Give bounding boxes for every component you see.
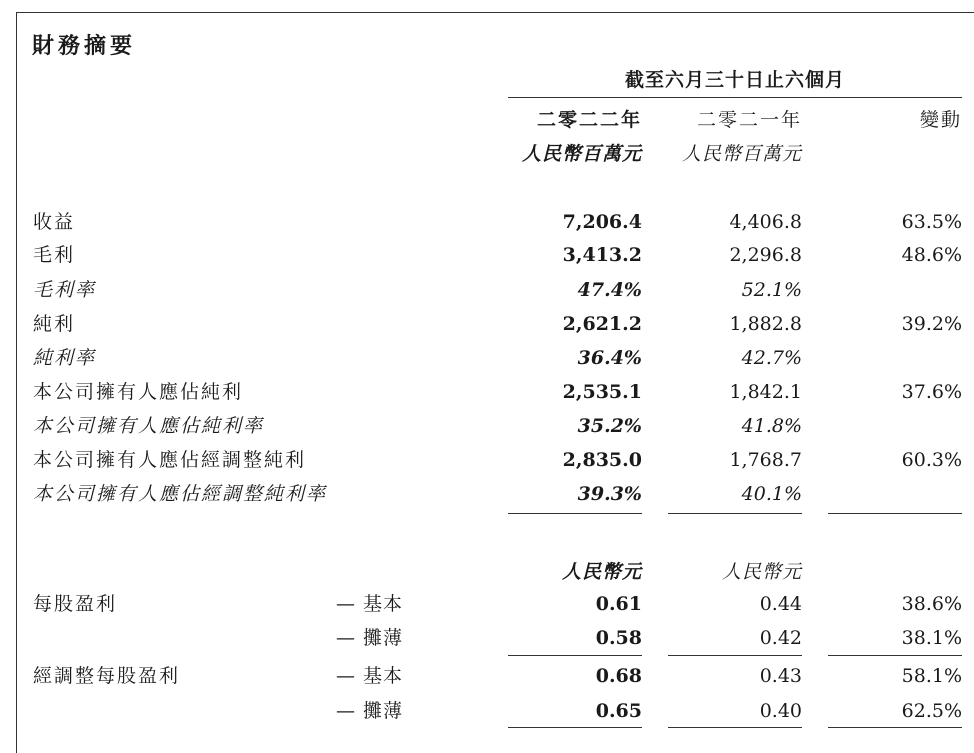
eps-value-change: 38.6% [901,593,962,615]
col-header-2022: 二零二二年 [536,109,642,131]
col-unit-2022: 人民幣百萬元 [521,143,642,165]
eps-rule-2022-b [508,727,642,728]
eps-label: 經調整每股盈利 [33,665,181,687]
period-header: 截至六月三十日止六個月 [624,69,845,91]
eps-rule-2021-b [668,727,802,728]
eps-value-2022: 0.65 [595,700,642,722]
row-value-2022: 39.3% [577,483,642,505]
row-value-2022: 2,621.2 [562,313,642,335]
row-value-change: 63.5% [901,211,962,233]
col-unit-2021: 人民幣百萬元 [681,143,802,165]
row-value-change: 37.6% [901,381,962,403]
eps-sublabel: — 攤薄 [336,700,404,722]
row-value-change: 60.3% [901,449,962,471]
row-value-2022: 2,835.0 [562,449,642,471]
eps-unit-2021: 人民幣元 [721,561,802,583]
row-label: 本公司擁有人應佔經調整純利率 [33,483,328,505]
row-rule-2022 [508,513,642,514]
eps-value-2021: 0.42 [759,627,802,649]
eps-value-change: 38.1% [901,627,962,649]
row-value-2022: 36.4% [577,347,642,369]
eps-value-change: 58.1% [901,665,962,687]
col-header-2021: 二零二一年 [696,109,802,131]
eps-rule-change-b [828,727,962,728]
row-rule-change [828,513,962,514]
row-value-2021: 4,406.8 [729,211,802,233]
eps-value-2021: 0.40 [759,700,802,722]
row-label: 純利率 [33,347,97,369]
eps-sublabel: — 基本 [336,665,404,687]
row-value-2021: 52.1% [741,279,802,301]
row-value-2021: 41.8% [741,415,802,437]
eps-value-2022: 0.58 [595,627,642,649]
eps-rule-change-a [828,655,962,656]
eps-unit-2022: 人民幣元 [561,561,642,583]
period-underline [508,97,962,98]
row-rule-2021 [668,513,802,514]
page-title: 財務摘要 [32,34,137,59]
eps-value-2022: 0.61 [595,593,642,615]
row-value-change: 39.2% [901,313,962,335]
row-value-2021: 1,768.7 [729,449,802,471]
eps-rule-2022-a [508,655,642,656]
row-value-2021: 42.7% [741,347,802,369]
eps-value-2021: 0.44 [759,593,802,615]
row-value-change: 48.6% [901,244,962,266]
row-value-2021: 2,296.8 [729,244,802,266]
col-header-change: 變動 [919,109,962,131]
eps-sublabel: — 基本 [336,593,404,615]
eps-rule-2021-a [668,655,802,656]
eps-value-2021: 0.43 [759,665,802,687]
row-label: 本公司擁有人應佔純利 [33,381,244,403]
eps-value-2022: 0.68 [595,665,642,687]
row-label: 毛利率 [33,279,97,301]
row-value-2021: 1,842.1 [729,381,802,403]
row-value-2021: 1,882.8 [729,313,802,335]
eps-label: 每股盈利 [33,593,118,615]
eps-value-change: 62.5% [901,700,962,722]
row-label: 本公司擁有人應佔經調整純利 [33,449,307,471]
row-label: 本公司擁有人應佔純利率 [33,415,265,437]
row-value-2022: 3,413.2 [562,244,642,266]
row-value-2022: 2,535.1 [562,381,642,403]
row-label: 毛利 [33,244,76,266]
row-value-2022: 35.2% [577,415,642,437]
eps-sublabel: — 攤薄 [336,627,404,649]
row-value-2022: 47.4% [577,279,642,301]
row-value-2022: 7,206.4 [562,211,642,233]
row-label: 純利 [33,313,76,335]
row-value-2021: 40.1% [741,483,802,505]
row-label: 收益 [33,211,76,233]
